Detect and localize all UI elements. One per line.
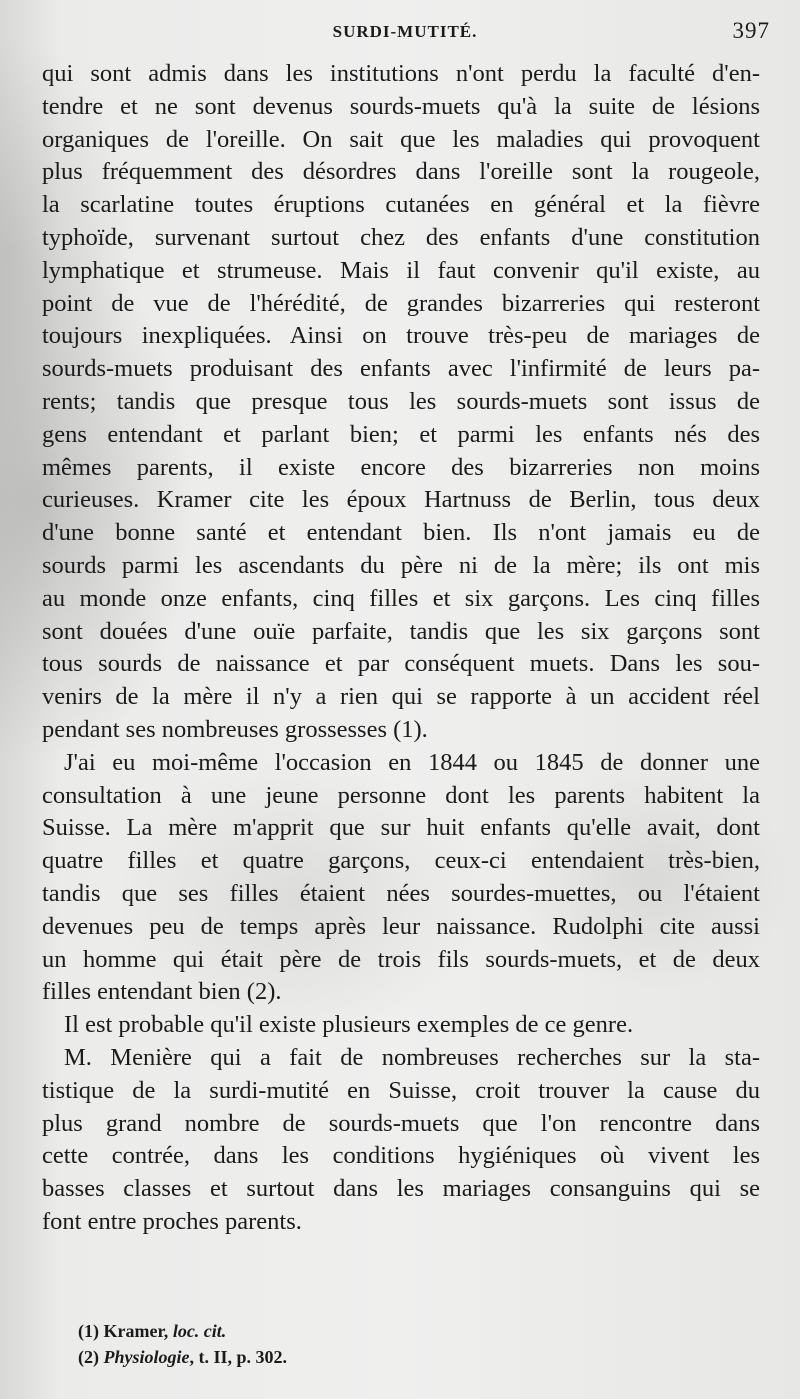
text-line: tendre et ne sont devenus sourds-muets qu'à la suite de lésions (42, 92, 760, 120)
text-line: plus grand nombre de sourds-muets que l'on rencontre dans (42, 1109, 760, 1137)
text-line: J'ai eu moi-même l'occasion en 1844 ou 1845 de donner une (64, 748, 760, 776)
running-title: SURDI-MUTITÉ. (332, 22, 478, 41)
footnote-rest: , t. II, p. 302. (189, 1347, 288, 1367)
text-line: lymphatique et strumeuse. Mais il faut convenir qu'il existe, au (42, 256, 760, 284)
text-line: Il est probable qu'il existe plusieurs exemples de ce genre. (64, 1011, 634, 1039)
paragraph (42, 1042, 760, 1239)
running-head (40, 18, 770, 46)
text-line: rents; tandis que presque tous les sourds-muets sont issus de (42, 387, 760, 415)
text-line: au monde onze enfants, cinq filles et six garçons. Les cinq filles (42, 584, 760, 612)
footnote-italic: loc. cit. (172, 1321, 227, 1341)
text-line: d'une bonne santé et entendant bien. Ils n'ont jamais eu de (42, 519, 760, 547)
text-line: tistique de la surdi-mutité en Suisse, croit trouver la cause du (42, 1076, 760, 1104)
text-line: organiques de l'oreille. On sait que les maladies qui provoquent (42, 125, 760, 153)
text-line: pendant ses nombreuses grossesses (1). (42, 715, 428, 743)
text-line: un homme qui était père de trois fils sourds-muets, et de deux (42, 945, 760, 973)
text-line: toujours inexpliquées. Ainsi on trouve très-peu de mariages de (42, 322, 760, 350)
text-line: consultation à une jeune personne dont les parents habitent la (42, 781, 760, 809)
text-line: venirs de la mère il n'y a rien qui se rapporte à un accident réel (42, 683, 760, 711)
footnote (78, 1318, 678, 1344)
text-line: devenues peu de temps après leur naissance. Rudolphi cite aussi (42, 912, 760, 940)
footnote (78, 1344, 678, 1370)
footnote-marker: (1) (78, 1321, 99, 1341)
text-line: gens entendant et parlant bien; et parmi les enfants nés des (42, 420, 760, 448)
text-line: tandis que ses filles étaient nées sourdes-muettes, ou l'étaient (42, 879, 760, 907)
text-line: basses classes et surtout dans les mariages consanguins qui se (42, 1175, 760, 1203)
footnote-italic: Physiologie (103, 1347, 190, 1367)
footnote-marker: (2) (78, 1347, 99, 1367)
footnotes (78, 1318, 678, 1370)
text-line: mêmes parents, il existe encore des bizarreries non moins (42, 453, 760, 481)
text-line: Suisse. La mère m'apprit que sur huit enfants qu'elle avait, dont (42, 814, 760, 842)
text-line: filles entendant bien (2). (42, 978, 282, 1006)
text-line: M. Menière qui a fait de nombreuses recherches sur la sta- (64, 1043, 760, 1071)
text-line: font entre proches parents. (42, 1207, 302, 1235)
text-line: curieuses. Kramer cite les époux Hartnuss de Berlin, tous deux (42, 486, 760, 514)
text-line: tous sourds de naissance et par conséquent muets. Dans les sou- (42, 650, 760, 678)
text-line: sourds parmi les ascendants du père ni de la mère; ils ont mis (42, 551, 760, 579)
page-number: 397 (732, 18, 770, 43)
text-line: sont douées d'une ouïe parfaite, tandis que les six garçons sont (42, 617, 760, 645)
text-line: sourds-muets produisant des enfants avec l'infirmité de leurs pa- (42, 355, 760, 383)
paragraph (42, 58, 760, 747)
text-line: typhoïde, survenant surtout chez des enfants d'une constitution (42, 223, 760, 251)
text-line: point de vue de l'hérédité, de grandes bizarreries qui resteront (42, 289, 760, 317)
paragraph (42, 1009, 760, 1042)
text-line: quatre filles et quatre garçons, ceux-ci entendaient très-bien, (42, 847, 760, 875)
main-text (42, 58, 760, 1239)
text-line: la scarlatine toutes éruptions cutanées en général et la fièvre (42, 191, 760, 219)
text-line: cette contrée, dans les conditions hygiéniques où vivent les (42, 1142, 760, 1170)
paragraph (42, 747, 760, 1009)
text-line: plus fréquemment des désordres dans l'oreille sont la rougeole, (42, 158, 760, 186)
text-line: qui sont admis dans les institutions n'ont perdu la faculté d'en- (42, 60, 760, 87)
footnote-text: Kramer, (103, 1321, 169, 1341)
